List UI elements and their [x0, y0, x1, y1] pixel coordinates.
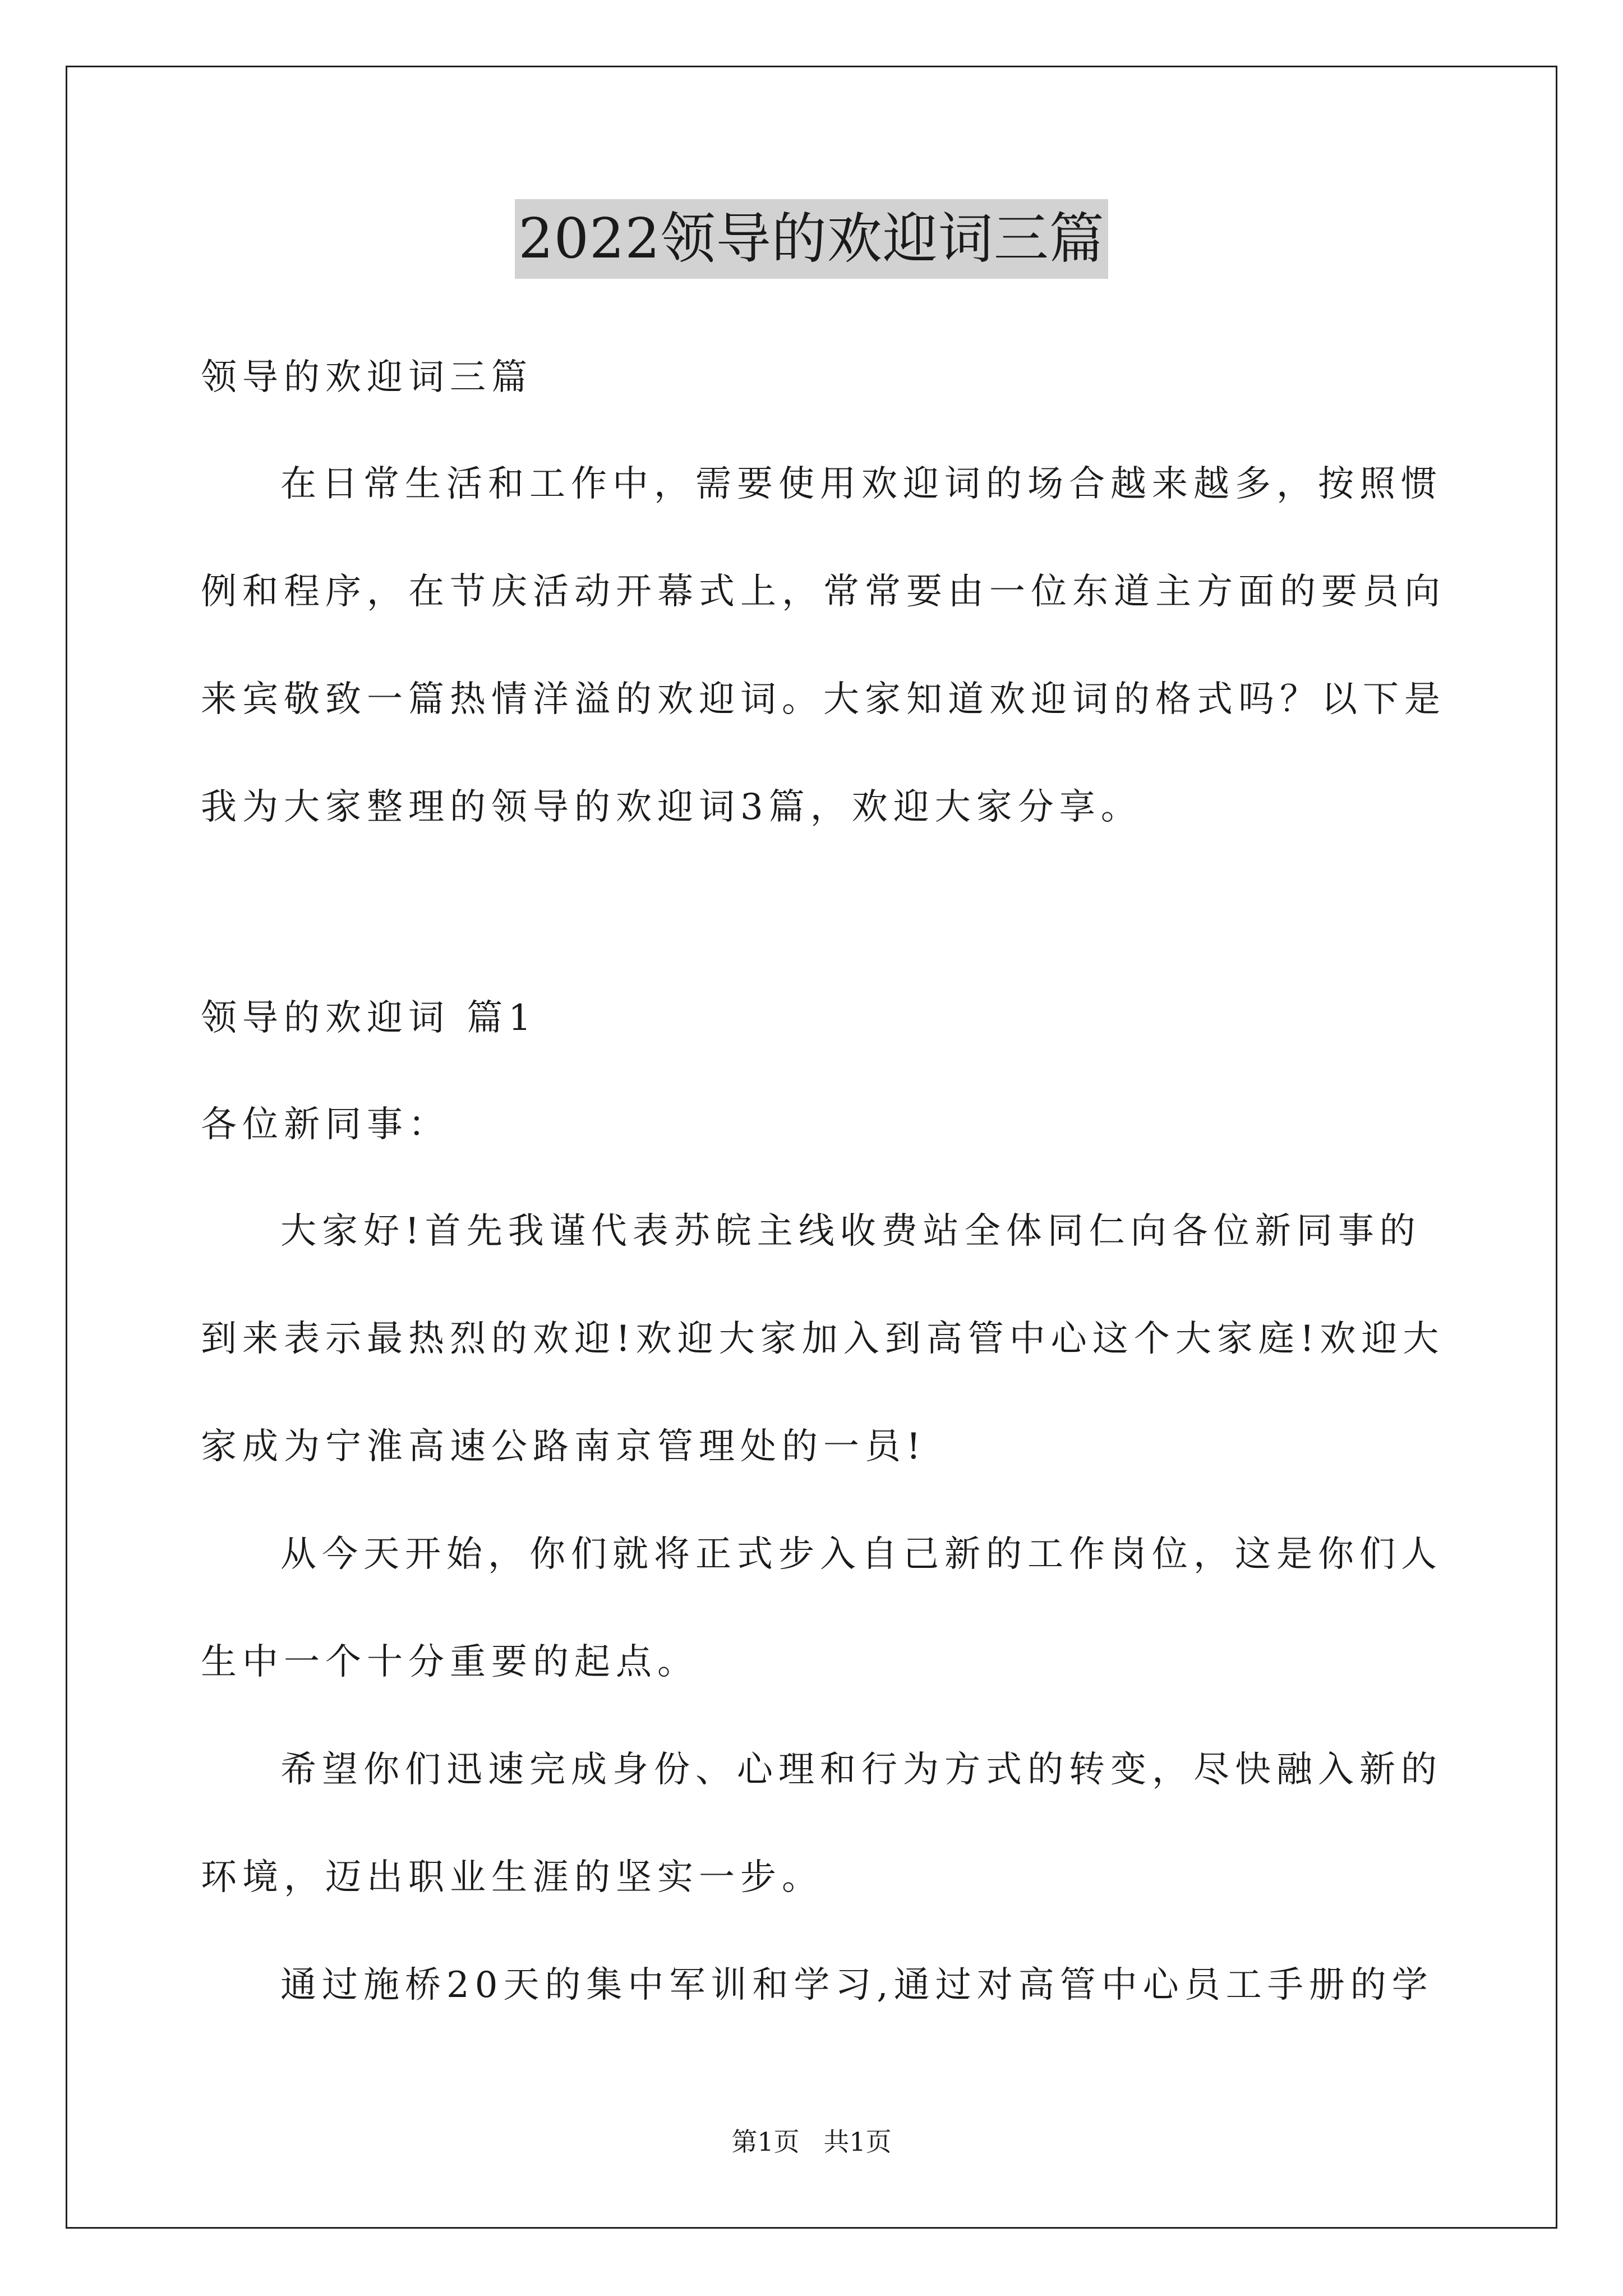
intro-line: 在日常生活和工作中，需要使用欢迎词的场合越来越多，按照惯 [280, 463, 1442, 505]
intro-line: 我为大家整理的领导的欢迎词3篇，欢迎大家分享。 [201, 786, 1142, 828]
page-number: 第1页 [731, 2127, 800, 2157]
body-line: 从今天开始，你们就将正式步入自己新的工作岗位，这是你们人 [280, 1534, 1442, 1575]
body-line: 希望你们迅速完成身份、心理和行为方式的转变，尽快融入新的 [280, 1749, 1442, 1791]
body-line: 大家好!首先我谨代表苏皖主线收费站全体同仁向各位新同事的 [280, 1211, 1421, 1252]
intro-line: 例和程序，在节庆活动开幕式上，常常要由一位东道主方面的要员向 [201, 571, 1446, 613]
page-footer [0, 2125, 1623, 2159]
intro-line: 来宾敬致一篇热情洋溢的欢迎词。大家知道欢迎词的格式吗？以下是 [201, 679, 1446, 720]
body-line: 通过施桥20天的集中军训和学习,通过对高管中心员工手册的学 [280, 1964, 1433, 2006]
title-wrapper [0, 199, 1623, 279]
page-total: 共1页 [823, 2127, 892, 2157]
body-line: 生中一个十分重要的起点。 [201, 1641, 699, 1683]
subtitle: 领导的欢迎词三篇 [201, 357, 533, 398]
body-line: 到来表示最热烈的欢迎!欢迎大家加入到高管中心这个大家庭!欢迎大 [201, 1318, 1445, 1360]
document-title: 2022领导的欢迎词三篇 [515, 199, 1108, 279]
section-heading: 领导的欢迎词 篇1 [201, 997, 537, 1039]
salutation: 各位新同事： [201, 1104, 450, 1145]
body-line: 环境，迈出职业生涯的坚实一步。 [201, 1857, 823, 1898]
body-line: 家成为宁淮高速公路南京管理处的一员! [201, 1426, 926, 1467]
